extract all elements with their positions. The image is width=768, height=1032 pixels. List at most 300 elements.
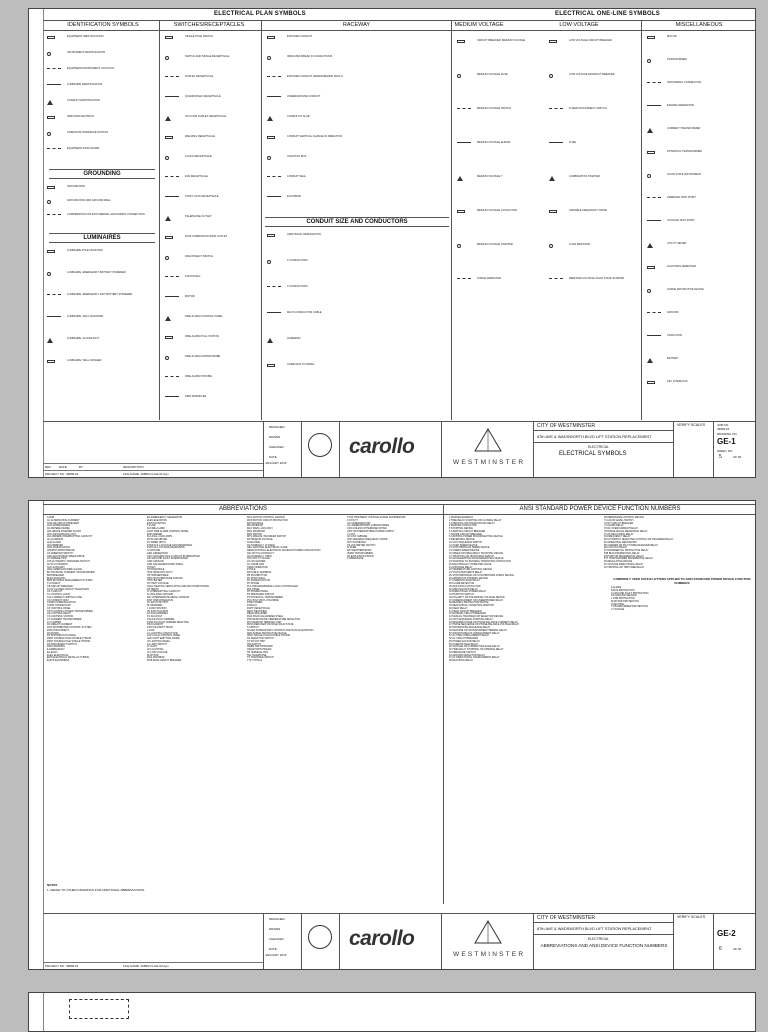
abbreviation-item: I/O INPUT/OUTPUT <box>147 601 169 605</box>
luminaire-label: LUMINAIRE, FLOODLIGHT <box>67 337 100 340</box>
abbreviation-item: AHU AIR HANDLING UNIT <box>47 532 76 536</box>
sheet-number: 5 <box>719 454 722 460</box>
abbreviation-item: DP DISTRIBUTION PANEL <box>47 634 77 638</box>
medium-voltage-label: MEDIUM VOLTAGE FUSE <box>477 73 508 76</box>
conduit-symbol-icon <box>267 286 281 287</box>
abbreviation-item: LC LIGHTING CONTACTOR <box>147 631 178 635</box>
raceway-symbol-icon <box>267 156 271 160</box>
suffix-item: G GROUND FAULT PROTECTION <box>611 591 649 595</box>
ansi-item: 4 MASTER CONTACTOR <box>449 524 477 528</box>
detail-box <box>69 999 129 1019</box>
abbreviation-item: SWGR SWITCHGEAR <box>247 648 272 651</box>
ansi-item: 87 DIFFERENTIAL PROTECTIVE RELAY <box>604 549 649 552</box>
sheet-margin-strip <box>29 501 44 969</box>
abbreviation-item: ST SHUNT TRIP <box>247 639 265 643</box>
switch-label: FAN RECEPTACLE <box>185 175 208 178</box>
medium-voltage-symbol-icon <box>457 278 471 279</box>
medium-voltage-symbol-icon <box>457 176 463 181</box>
westminster-wordmark: WESTMINSTER <box>453 951 526 958</box>
abbreviation-item: SCADA SUPERVISORY CONTROL AND DATA ACQUISITION <box>247 628 314 632</box>
switch-label: DISCONNECT SWITCH <box>185 255 214 258</box>
title-block-2 <box>43 913 756 970</box>
note-1: 1. REFER TO OTHER DRAWINGS FOR ADDITIONAL ABBREVIATIONS. <box>47 888 146 892</box>
abbreviation-item: ELEC ELECTRICAL <box>47 653 69 657</box>
medium-voltage-label: MEDIUM VOLTAGE ELBOW <box>477 141 511 144</box>
abbreviation-item: APPROX APPROXIMATE <box>47 549 75 552</box>
ansi-item: 78 PHASE ANGLE MEASURING RELAY <box>604 529 648 533</box>
ansi-item: 87B BUS DIFFERENTIAL RELAY <box>604 551 640 555</box>
abbreviation-item: PF POWER FACTOR <box>247 579 271 583</box>
abbreviation-item: LV LOW VOLTAGE <box>147 650 168 654</box>
ansi-item: 9 REVERSING DEVICE <box>449 538 475 541</box>
conduit-symbol-icon <box>267 364 275 367</box>
grounding-label: COMPRESSION OR EXOTHERMAL GROUNDING CONNECTION <box>67 213 145 216</box>
designed-label: DESIGNED <box>269 425 285 429</box>
ansi-item: 60 VOLTAGE OR CURRENT BALANCE RELAY <box>449 645 500 649</box>
abbreviation-item: NC NORMALLY CLOSED <box>247 543 275 547</box>
abbreviation-item: G GROUND <box>147 549 161 552</box>
low-voltage-label: COMBINATION STARTER <box>569 175 600 178</box>
abbreviation-item: AUTO AUTOMATIC <box>47 562 68 566</box>
ansi-item: 37 UNDERCURRENT OR UNDERPOWER RELAY <box>449 598 504 602</box>
abbreviation-item: CU COPPER <box>47 620 62 624</box>
switch-symbol-icon <box>165 296 179 297</box>
abbreviation-item: E EMERGENCY <box>47 648 65 651</box>
drawing-sheet-partial <box>28 992 756 1032</box>
miscellaneous-symbol-icon <box>647 266 655 269</box>
miscellaneous-symbol-icon <box>647 151 655 154</box>
abbreviation-item: ASD ADJUSTABLE SPEED DRIVE <box>47 554 85 558</box>
luminaire-symbol-icon <box>47 272 51 276</box>
abbreviation-item: M MOTOR <box>147 653 159 657</box>
ansi-item: 67 AC DIRECTIONAL OVERCURRENT RELAY <box>449 656 500 660</box>
header-grounding: GROUNDING <box>49 169 155 179</box>
rev-description-label: DESCRIPTION <box>123 465 144 469</box>
designed-label: DESIGNED <box>269 917 285 921</box>
ansi-item: 21 DISTANCE RELAY <box>449 565 473 569</box>
conduit-label: 2 CONDUCTORS <box>287 259 308 262</box>
miscellaneous-symbol-icon <box>647 82 661 83</box>
city-name: CITY OF WESTMINSTER <box>537 915 595 921</box>
abbreviation-item: GEN GENERATOR <box>147 551 168 555</box>
abbreviation-item: FACP FIRE ALARM CONTROL PANEL <box>147 529 189 533</box>
medium-voltage-symbol-icon <box>457 142 471 143</box>
ansi-item: 26 APPARATUS THERMAL DEVICE <box>449 576 488 580</box>
miscellaneous-label: ENGINE GENERATOR <box>667 104 694 107</box>
switch-symbol-icon <box>165 376 179 377</box>
abbreviation-item: WP WEATHERPROOF <box>347 549 372 552</box>
ansi-item: 24 VOLTS PER HERTZ RELAY <box>449 571 483 574</box>
abbreviation-item: H HIGH <box>147 565 156 569</box>
sheet-no-label: SHEET NO. <box>717 449 734 453</box>
conduit-label: ADDITIONAL DESIGNATION <box>287 233 321 236</box>
ansi-item: 32 DIRECTIONAL POWER RELAY <box>449 590 487 594</box>
abbreviation-item: EA EACH <box>47 650 58 654</box>
engineer-seal <box>308 925 332 949</box>
low-voltage-label: LOW VOLTAGE CIRCUIT BREAKER <box>569 39 612 42</box>
low-voltage-symbol-icon <box>549 40 557 43</box>
abbreviation-item: KA KILOAMPERES <box>147 612 168 616</box>
abbreviation-item: L LOW <box>147 628 155 632</box>
drawn-label: DRAWN <box>269 927 281 931</box>
low-voltage-symbol-icon <box>549 108 563 109</box>
ansi-item: 44 UNIT SEQUENCE STARTING RELAY <box>449 617 493 621</box>
abbreviation-item: FDR FEEDER <box>147 532 163 536</box>
ansi-item: 69 PERMISSIVE CONTROL DEVICE <box>604 516 644 519</box>
abbreviation-item: P POLE <box>247 568 256 572</box>
medium-voltage-symbol-icon <box>457 244 461 248</box>
abbreviation-item: PC PHOTOCELL <box>247 576 266 580</box>
abbreviation-item: TYP TYPICAL <box>247 659 263 662</box>
ansi-item: 38 BEARING PROTECTIVE DEVICE <box>449 601 489 605</box>
abbreviation-item: V VOLT <box>347 532 356 536</box>
header-identification: IDENTIFICATION SYMBOLS <box>67 22 139 28</box>
ansi-item: 87M MOTOR DIFFERENTIAL RELAY <box>604 554 645 558</box>
miscellaneous-label: MOTOR <box>667 35 677 38</box>
header-low-voltage: LOW VOLTAGE <box>559 22 599 28</box>
medium-voltage-symbol-icon <box>457 108 471 109</box>
ansi-item: 27 UNDERVOLTAGE RELAY <box>449 579 481 583</box>
abbreviation-item: RCPT RECEPTACLE <box>247 606 270 610</box>
rev-label: REV <box>45 465 52 469</box>
abbreviation-item: MTD MOUNTED <box>247 529 265 533</box>
ansi-item: 79 AC RECLOSING RELAY <box>604 532 634 536</box>
abbreviation-item: ELEV ELEVATION <box>147 518 167 522</box>
ansi-item: 8 CONTROL POWER DISCONNECTING DEVICE <box>449 535 503 539</box>
raceway-symbol-icon <box>267 56 271 60</box>
abbreviation-item: MH MANHOLE <box>247 521 264 525</box>
identification-symbol-icon <box>47 84 61 85</box>
abbreviation-item: KWH KILOWATT HOUR <box>147 626 173 629</box>
low-voltage-symbol-icon <box>549 244 553 248</box>
abbreviation-item: HH HANDHOLE <box>147 568 165 572</box>
raceway-label: CONDUIT IN SLAB <box>287 115 310 118</box>
raceway-label: EXPOSED CONDUIT HIDDEN BEHIND WALLS <box>287 75 343 78</box>
low-voltage-label: LOW VOLTAGE DRAWOUT BREAKER <box>569 73 615 76</box>
abbreviation-column-2 <box>147 517 242 663</box>
abbreviation-item: VS VOLTMETER SWITCH <box>347 543 376 547</box>
ansi-item: 47 PHASE SEQUENCE OR PHASE BALANCE VOLTAGE RELAY <box>449 623 520 627</box>
abbreviation-item: GFCI GROUND FAULT CIRCUIT INTERRUPTER <box>147 554 200 558</box>
discipline: ELECTRICAL <box>588 445 609 449</box>
conduit-symbol-icon <box>267 312 281 313</box>
low-voltage-symbol-icon <box>549 74 553 78</box>
abbreviation-item: CR CONTROL RELAY <box>47 612 72 616</box>
miscellaneous-symbol-icon <box>647 289 651 293</box>
suffix-item: M MOTOR PROTECTION <box>611 599 639 603</box>
abbreviation-item: PVC POLYVINYL CHLORIDE <box>247 598 279 602</box>
abbreviations-title: ABBREVIATIONS <box>219 506 267 512</box>
abbreviation-item: AM AMMETER <box>47 543 64 547</box>
abbreviation-item: PLC PROGRAMMABLE LOGIC CONTROLLER <box>247 584 298 588</box>
ansi-item: 3 CHECKING OR INTERLOCKING RELAY <box>449 521 495 525</box>
identification-symbol-icon <box>47 68 61 69</box>
title-one-line-symbols: ELECTRICAL ONE-LINE SYMBOLS <box>555 11 660 17</box>
abbreviation-item: RGS RIGID GALVANIZED STEEL <box>247 615 284 618</box>
title-block <box>43 421 756 478</box>
abbreviation-item: PB PUSHBUTTON <box>247 573 268 577</box>
suffix-item: N NEUTRAL <box>611 602 625 606</box>
abbreviation-item: LS LIMIT SWITCH <box>147 642 167 646</box>
identification-label: EQUIPMENT/INSTRUMENT LOCATION <box>67 67 114 70</box>
abbreviation-item: DN DOWN <box>47 631 59 635</box>
ansi-item: 46 REVERSE PHASE OR PHASE BALANCE CURRENT RELAY <box>449 620 518 624</box>
miscellaneous-label: UTILITY METER <box>667 242 687 245</box>
ansi-item: 68 BLOCKING RELAY <box>449 659 474 662</box>
raceway-symbol-icon <box>267 176 281 177</box>
abbreviation-item: NIC NOT IN CONTRACT <box>247 551 274 555</box>
raceway-label: CONDUIT VERTICAL CHANGE IN DIRECTION <box>287 135 343 138</box>
switch-symbol-icon <box>165 276 179 277</box>
abbreviation-item: LTG LIGHTING <box>147 648 164 651</box>
identification-label: LUMINAIRE IDENTIFICATION <box>67 83 103 86</box>
ansi-item: 72 DC CIRCUIT BREAKER <box>604 521 634 525</box>
suffix-item: V VOLTAGE <box>611 608 625 611</box>
carollo-logo: carollo <box>349 435 415 458</box>
conduit-symbol-icon <box>267 234 275 237</box>
checked-label: CHECKED <box>269 937 284 941</box>
sheet-title: ABBREVIATIONS AND ANSI DEVICE FUNCTION NUMBERS <box>540 943 668 948</box>
header-conduit-size: CONDUIT SIZE AND CONDUCTORS <box>265 217 449 227</box>
switch-label: FIRE ALARM CONTROL PANEL <box>185 315 223 318</box>
ansi-item: 6 STARTING CIRCUIT BREAKER <box>449 529 486 533</box>
ansi-item: 63 PRESSURE SWITCH <box>449 650 476 654</box>
medium-voltage-label: CIRCUIT BREAKER, MEDIUM VOLTAGE <box>477 39 526 42</box>
abbreviation-item: REQD REQUIRED <box>247 612 268 616</box>
column-divider <box>641 20 642 420</box>
ansi-item: 64 GROUND DETECTOR RELAY <box>449 653 486 657</box>
switch-symbol-icon <box>165 256 169 260</box>
date-value: JANUARY 2015 <box>265 953 287 957</box>
abbreviation-item: UL UNDERWRITERS LABORATORIES <box>347 524 390 528</box>
ansi-item: 50 INSTANTANEOUS OVERCURRENT RELAY <box>449 631 500 635</box>
date-label: DATE <box>269 455 277 459</box>
miscellaneous-symbol-icon <box>647 128 653 133</box>
ansi-item: 59 OVERVOLTAGE RELAY <box>449 642 479 646</box>
miscellaneous-label: VOLTAGE TEST POINT <box>667 219 695 222</box>
abbreviation-item: DWG DRAWING <box>47 645 65 649</box>
ansi-item: 12 OVER SPEED DEVICE <box>449 543 478 547</box>
miscellaneous-label: SOLID STATE INSTRUMENT <box>667 173 702 176</box>
medium-voltage-label: SURGE ARRESTER <box>477 277 501 280</box>
raceway-label: UNDERGROUND CONDUIT <box>287 95 321 98</box>
ansi-item: 17 SHUNTING OR DISCHARGE SWITCH <box>449 554 495 558</box>
abbreviation-item: COMM COMMUNICATION <box>47 601 76 605</box>
grounding-label: GROUND ROD <box>67 185 86 188</box>
abbreviation-item: TB TERMINAL BOX <box>247 650 269 654</box>
switch-label: TWIST LOCK RECEPTACLE <box>185 195 219 198</box>
switch-symbol-icon <box>165 116 171 121</box>
ansi-item: 18 ACCELERATING OR DECELERATING DEVICE <box>449 557 504 561</box>
abbreviation-item: DCS DISTRIBUTED CONTROL SYSTEM <box>47 626 92 629</box>
miscellaneous-symbol-icon <box>647 220 661 221</box>
raceway-symbol-icon <box>267 76 281 77</box>
ansi-item: 30 ANNUNCIATOR RELAY <box>449 587 478 591</box>
abbreviation-item: FO FIBER OPTIC <box>147 540 166 544</box>
abbreviation-item: MV MEDIUM VOLTAGE <box>247 538 273 541</box>
abbreviation-item: KVAR KILOVOLT AMPERE REACTIVE <box>147 620 189 624</box>
abbreviation-item: RVSS REDUCED VOLTAGE SOLID STATE <box>247 623 294 627</box>
ansi-item: 83 AUTOMATIC SELECTIVE CONTROL OR TRANSFER RELAY <box>604 538 674 541</box>
abbreviation-item: N NEUTRAL <box>247 540 261 544</box>
abbreviation-item: TVSS TRANSIENT VOLTAGE SURGE SUPPRESSOR <box>347 516 406 519</box>
sheet-margin-strip <box>29 9 44 477</box>
miscellaneous-label: CAPACITOR <box>667 334 682 337</box>
miscellaneous-symbol-icon <box>647 312 661 313</box>
switch-symbol-icon <box>165 316 171 321</box>
abbreviation-item: AS AMMETER SWITCH <box>47 551 73 555</box>
column-divider <box>261 20 262 420</box>
abbreviation-item: SPDT SINGLE POLE DOUBLE THROW <box>247 634 290 638</box>
abbreviation-item: C CONDUIT <box>47 582 61 585</box>
abbreviation-item: VM VOLTMETER <box>347 540 366 544</box>
abbreviation-item: S SWITCH <box>247 626 259 629</box>
abbreviation-item: GRS GALVANIZED RIGID STEEL <box>147 562 184 566</box>
drawing-number: GE-2 <box>717 929 736 938</box>
abbreviation-item: XP EXPLOSION PROOF <box>347 554 374 558</box>
date-value: JANUARY 2015 <box>265 461 287 465</box>
ansi-item: 90 REGULATING DEVICE <box>604 560 633 563</box>
ansi-item: 1 MASTER ELEMENT <box>449 516 473 519</box>
luminaire-label: LUMINAIRE, EMERGENCY BATTERY POWERED <box>67 271 126 274</box>
abbreviation-item: OL OVERLOAD <box>247 562 265 566</box>
abbreviation-item: CB CIRCUIT BREAKER <box>47 584 73 588</box>
raceway-symbol-icon <box>267 136 275 139</box>
abbreviation-item: AF AMPERE FRAME <box>47 527 70 530</box>
ansi-item: 87T TRANSFORMER DIFFERENTIAL RELAY <box>604 557 654 561</box>
abbreviation-item: W WIRE <box>347 546 357 550</box>
ansi-item: 13 SYNCHRONOUS SPEED DEVICE <box>449 546 490 550</box>
sheet-of: OF 50 <box>733 455 742 459</box>
switch-symbol-icon <box>165 36 173 39</box>
ansi-item: 2 TIME DELAY STARTING OR CLOSING RELAY <box>449 518 502 522</box>
abbreviation-item: RTU REMOTE TERMINAL UNIT <box>247 620 282 624</box>
abbreviation-item: HZ HERTZ <box>147 587 159 591</box>
drawing-sheet-ge2 <box>28 500 756 970</box>
abbreviation-item: VFD VARIABLE FREQUENCY DRIVE <box>347 538 388 541</box>
abbreviation-item: GFI GROUND FAULT INTERRUPTER <box>147 557 188 561</box>
switch-label: MOTOR <box>185 295 195 298</box>
ansi-column-1 <box>449 517 599 663</box>
abbreviation-item: ALM ALARM <box>47 540 61 544</box>
project-number: PROJECT NO. 49899.01 <box>45 472 79 476</box>
abbreviation-item: HOA HAND-OFF-AUTO <box>147 571 173 574</box>
switch-symbol-icon <box>165 56 169 60</box>
ansi-item: 39 MECHANICAL CONDITION MONITOR <box>449 604 494 607</box>
grounding-symbol-icon <box>47 214 61 215</box>
header-medium-voltage: MEDIUM VOLTAGE <box>454 22 504 28</box>
switch-label: FIRE SPRINKLER <box>185 395 207 398</box>
identification-label: INSTRUMENT IDENTIFICATION <box>67 51 106 54</box>
ansi-item: 40 FIELD RELAY <box>449 606 468 610</box>
raceway-symbol-icon <box>267 116 273 121</box>
suffix-item: A ALARM <box>611 586 622 589</box>
abbreviation-item: CKT CIRCUIT <box>47 590 63 594</box>
abbreviation-item: XFMR TRANSFORMER <box>347 551 373 555</box>
luminaire-symbol-icon <box>47 338 53 343</box>
miscellaneous-label: GROUND <box>667 311 679 314</box>
abbreviation-item: PA PUBLIC ADDRESS <box>247 571 272 574</box>
switch-symbol-icon <box>165 156 169 160</box>
switch-symbol-icon <box>165 396 179 397</box>
abbreviation-item: HP HORSEPOWER <box>147 573 169 577</box>
suffix-list <box>611 587 751 612</box>
medium-voltage-label: MEDIUM VOLTAGE CONTACTOR <box>477 209 518 212</box>
ansi-title: ANSI STANDARD POWER DEVICE FUNCTION NUMBERS <box>519 506 681 512</box>
luminaire-symbol-icon <box>47 294 61 295</box>
abbreviation-item: IG ISOLATED GROUND <box>147 593 174 596</box>
ansi-item: 36 POLARITY OR POLARIZING VOLTAGE DEVICE <box>449 595 505 599</box>
ansi-item: 25 SYNCHRONIZING OR SYNCHRONISM CHECK DEVICE <box>449 573 514 577</box>
abbreviation-item: BLDG BUILDING <box>47 576 66 580</box>
conduit-label: HOMERUN <box>287 337 301 340</box>
switch-label: WELDING RECEPTACLE <box>185 135 215 138</box>
header-miscellaneous: MISCELLANEOUS <box>675 22 723 28</box>
ansi-item: 33 POSITION SWITCH <box>449 593 474 596</box>
abbreviation-item: PH PHASE <box>247 582 260 585</box>
ansi-item: 74 ALARM RELAY <box>604 524 624 528</box>
grounding-label: GROUND ROD AND GROUND WELL <box>67 199 112 202</box>
abbreviation-item: LP LIGHTING PANEL <box>147 639 171 643</box>
ansi-item: 84 OPERATING MECHANISM <box>604 540 637 544</box>
checked-label: CHECKED <box>269 445 284 449</box>
abbreviation-item: AC ALTERNATING CURRENT <box>47 518 80 522</box>
drawn-label: DRAWN <box>269 435 281 439</box>
luminaire-symbol-icon <box>47 360 55 363</box>
switch-symbol-icon <box>165 76 179 77</box>
luminaire-label: LUMINAIRE, EMERGENCY EXIT BATTERY POWERED <box>67 293 133 296</box>
switch-label: IN FLOOR DUPLEX RECEPTACLE <box>185 115 227 118</box>
project-title: 87th AVE & WADSWORTH BLVD LIFT STATION REPLACEMENT <box>537 926 652 931</box>
identification-label: EQUIPMENT ENCLOSURE <box>67 147 100 150</box>
abbreviation-item: FVR FULL VOLTAGE REVERSING <box>147 546 185 550</box>
miscellaneous-symbol-icon <box>647 105 661 106</box>
abbreviation-item: GND GROUND <box>147 560 164 563</box>
luminaire-symbol-icon <box>47 316 61 317</box>
abbreviation-column-4 <box>347 517 442 561</box>
abbreviation-item: AIC AMPERE INTERRUPTING CAPACITY <box>47 535 93 539</box>
low-voltage-symbol-icon <box>549 176 555 181</box>
switch-symbol-icon <box>165 176 179 177</box>
ansi-item: 10 UNIT SEQUENCE SWITCH <box>449 540 483 544</box>
conduit-label: HOME RUN TO PANEL <box>287 363 315 366</box>
abbreviation-item: MTS MANUAL TRANSFER SWITCH <box>247 535 287 539</box>
abbreviation-item: U UTILITY <box>347 518 359 522</box>
miscellaneous-symbol-icon <box>647 59 651 63</box>
suffix-item: GS GROUND SENSOR <box>611 594 637 598</box>
ansi-item: 29 ISOLATING CONTACTOR <box>449 584 481 588</box>
switch-label: QUADRUPLEX RECEPTACLE <box>185 95 221 98</box>
medium-voltage-symbol-icon <box>457 210 465 213</box>
miscellaneous-symbol-icon <box>647 381 655 384</box>
miscellaneous-label: LIGHTNING ARRESTER <box>667 265 696 268</box>
abbreviation-item: PP POWER PANEL <box>247 590 269 594</box>
low-voltage-label: REDUCED VOLTAGE SOLID STATE STARTER <box>569 277 625 280</box>
title-plan-symbols: ELECTRICAL PLAN SYMBOLS <box>214 11 306 17</box>
abbreviation-item: MAX MAXIMUM <box>147 656 165 660</box>
abbreviation-item: R RELAY <box>247 604 258 607</box>
suffix-item: B BUS PROTECTION <box>611 588 635 592</box>
switch-label: FIRE ALARM PULL STATION <box>185 335 220 338</box>
switch-label: PHOTOCELL <box>185 275 201 278</box>
abbreviation-item: ANN ANNUNCIATOR <box>47 546 70 550</box>
switch-label: CLOCK RECEPTACLE <box>185 155 212 158</box>
abbreviation-item: MCB MAIN CIRCUIT BREAKER <box>147 659 182 662</box>
identification-symbol-icon <box>47 116 55 119</box>
abbreviation-item: INST INSTANTANEOUS <box>147 598 174 602</box>
ansi-item: 55 POWER FACTOR RELAY <box>449 639 480 643</box>
abbreviation-item: PT POTENTIAL TRANSFORMER <box>247 595 283 599</box>
